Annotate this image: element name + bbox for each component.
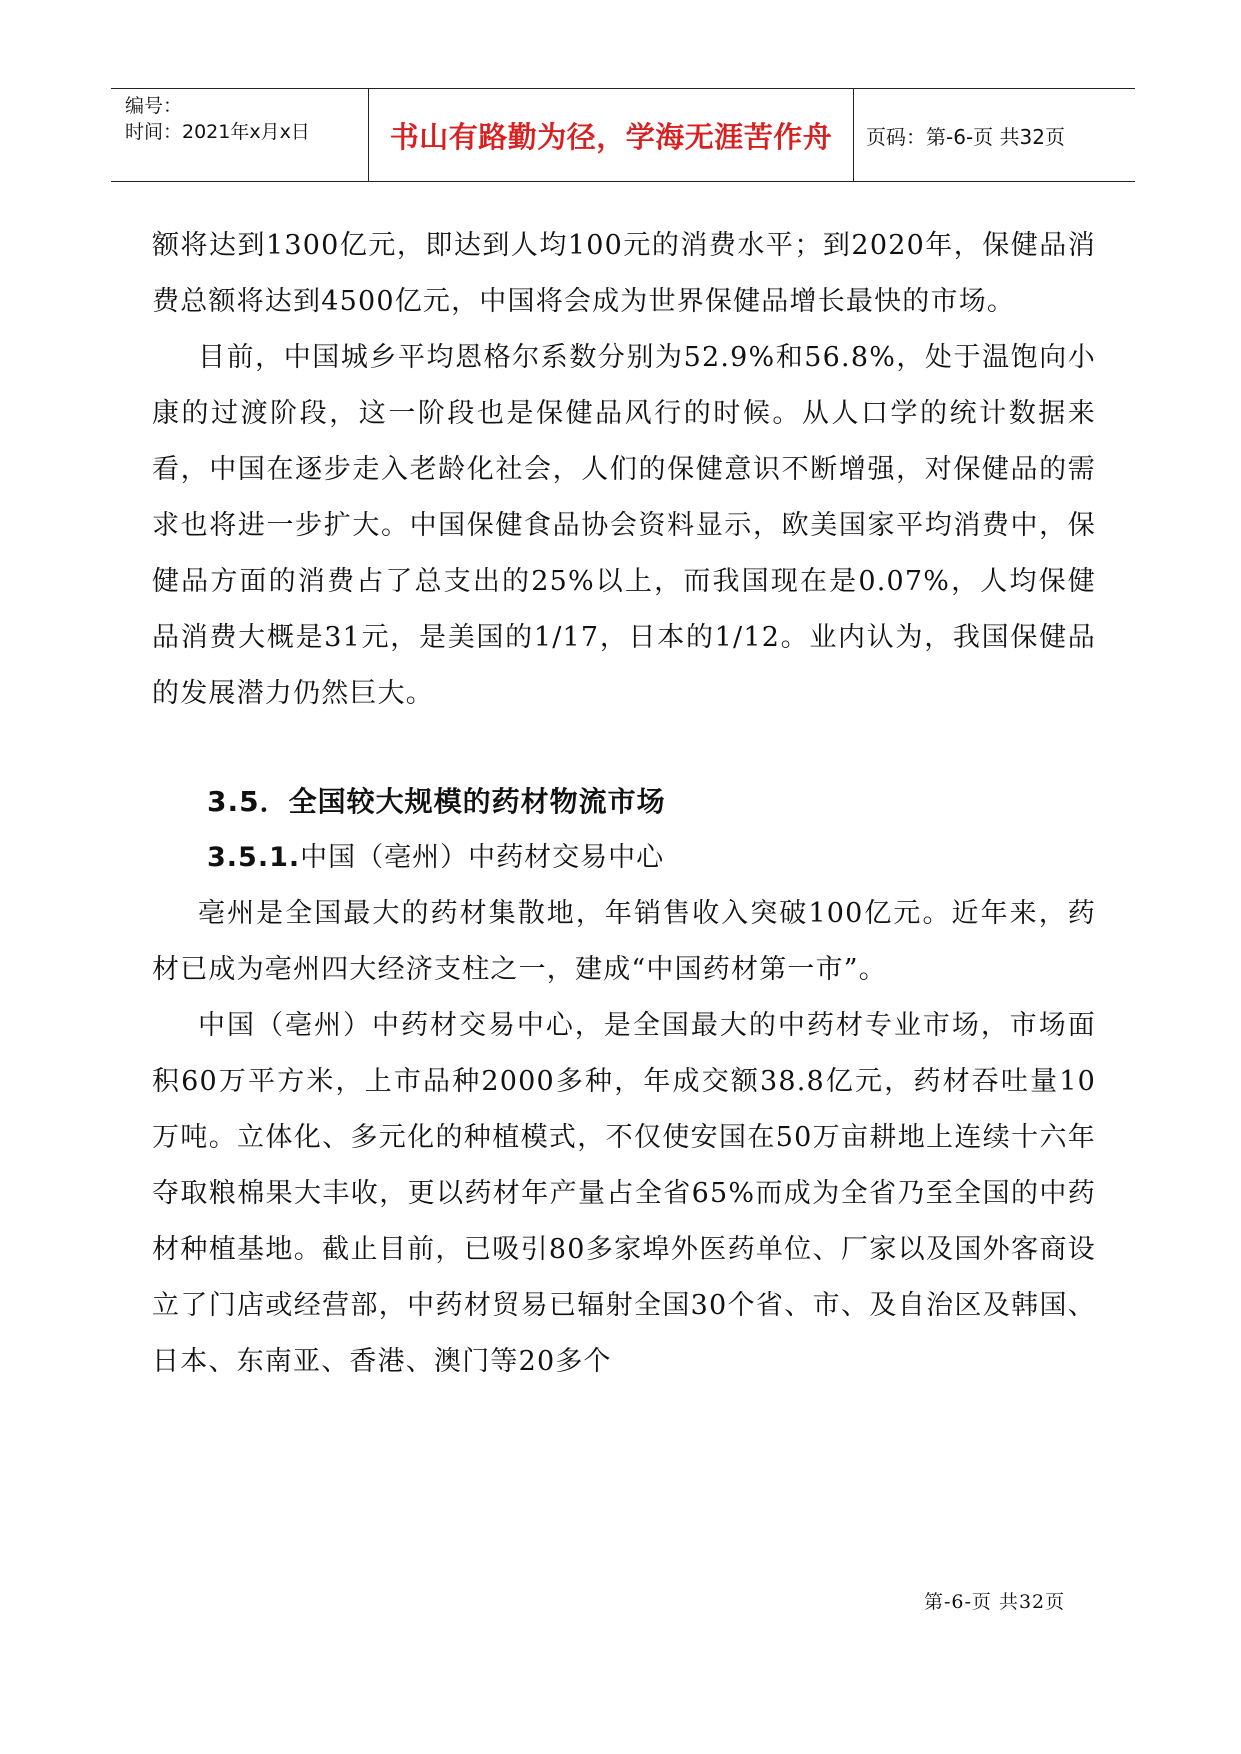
header-meta [111, 89, 369, 181]
document-time-label: 时间：2021年x月x日 [125, 121, 310, 143]
section-spacer [152, 722, 1096, 774]
paragraph-engel-coefficient: 目前，中国城乡平均恩格尔系数分别为52.9%和56.8%，处于温饱向小康的过渡阶段，这一阶段也是保健品风行的时候。从人口学的统计数据来看，中国在逐步走入老龄化社会，人们的保健意识不断增强，对保健品的需求也将进一步扩大。中国保健食品协会资料显示，欧美国家平均消费中，保健品方面的消费占了总支出的25%以上，而我国现在是0.07%，人均保健品消费大概是31元，是美国的1/17，日本的1/12。业内认为，我国保健品的发展潜力仍然巨大。 [152, 342, 1096, 709]
document-body [152, 218, 1096, 1390]
section-heading: 3.5．全国较大规模的药材物流市场 [207, 785, 666, 818]
subsection-heading [152, 830, 1096, 886]
paragraph-bozhou-overview: 亳州是全国最大的药材集散地，年销售收入突破100亿元。近年来，药材已成为亳州四大经济支柱之一，建成“中国药材第一市”。 [152, 898, 1096, 985]
header-motto: 书山有路勤为径，学海无涯苦作舟 [369, 89, 854, 181]
subsection-number: 3.5.1. [207, 842, 301, 873]
subsection-title: 中国（亳州）中药材交易中心 [300, 842, 665, 873]
header-page-number: 页码：第-6-页 共32页 [866, 124, 1065, 149]
paragraph-trading-center: 中国（亳州）中药材交易中心，是全国最大的中药材专业市场，市场面积60万平方米，上市品种2000多种，年成交额38.8亿元，药材吞吐量10万吨。立体化、多元化的种植模式，不仅使安国在50万亩耕地上连续十六年夺取粮棉果大丰收，更以药材年产量占全省65%而成为全省乃至全国的中药材种植基地。截止目前，已吸引80多家埠外医药单位、厂家以及国外客商设立了门店或经营部，中药材贸易已辐射全国30个省、市、及自治区及韩国、日本、东南亚、香港、澳门等20多个 [152, 1010, 1096, 1377]
paragraph-market-forecast: 额将达到1300亿元，即达到人均100元的消费水平；到2020年，保健品消费总额将达到4500亿元，中国将会成为世界保健品增长最快的市场。 [152, 230, 1096, 317]
document-number-label: 编号： [125, 95, 183, 117]
page-header [111, 88, 1135, 182]
page-footer: 第-6-页 共32页 [924, 1591, 1066, 1613]
